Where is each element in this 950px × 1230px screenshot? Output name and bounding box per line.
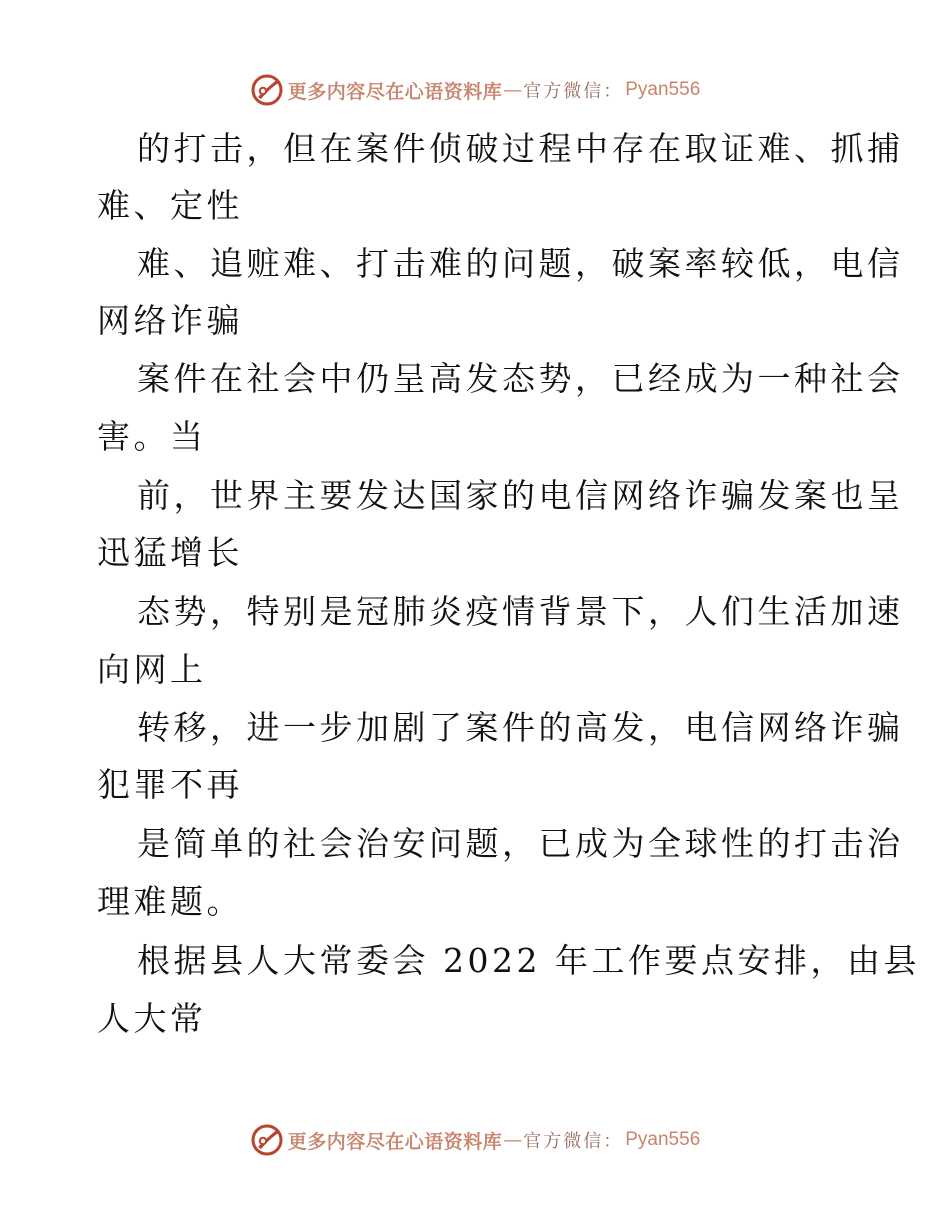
paragraph-line: 网络诈骗	[97, 301, 243, 340]
watermark-dash: —	[503, 1129, 523, 1151]
watermark-official-label: 官方微信：	[523, 81, 624, 102]
footer-watermark	[0, 1120, 950, 1160]
paragraph-line: 的打击，但在案件侦破过程中存在取证难、抓捕	[137, 129, 904, 168]
watermark-wechat-id: Pyan556	[625, 1129, 701, 1150]
paragraph-line: 根据县人大常委会 2022 年工作要点安排，由县	[137, 941, 920, 980]
watermark-wechat-id: Pyan556	[625, 79, 701, 100]
paragraph-line: 案件在社会中仍呈高发态势，已经成为一种社会	[137, 359, 904, 398]
paragraph-line: 犯罪不再	[97, 765, 243, 804]
paragraph-line: 转移，进一步加剧了案件的高发，电信网络诈骗	[137, 708, 904, 747]
paragraph-line: 向网上	[97, 650, 207, 689]
paragraph-line: 人大常	[97, 999, 207, 1038]
paragraph-line: 前，世界主要发达国家的电信网络诈骗发案也呈	[137, 476, 904, 515]
paragraph-line: 难、追赃难、打击难的问题，破案率较低，电信	[137, 244, 904, 283]
paragraph-line: 态势，特别是冠肺炎疫情背景下，人们生活加速	[137, 592, 904, 631]
watermark-main-text: 更多内容尽在心语资料库	[287, 80, 503, 103]
watermark-main-text: 更多内容尽在心语资料库	[287, 1130, 503, 1153]
paragraph-line: 难、定性	[97, 186, 243, 225]
paragraph-line: 害。当	[97, 417, 207, 456]
watermark-dash: —	[503, 79, 523, 101]
watermark-official-label: 官方微信：	[523, 1131, 624, 1152]
paragraph-line: 理难题。	[97, 882, 243, 921]
paragraph-line: 迅猛增长	[97, 533, 243, 572]
paragraph-line: 是简单的社会治安问题，已成为全球性的打击治	[137, 824, 904, 863]
brush-pen-logo-icon	[250, 1123, 284, 1157]
